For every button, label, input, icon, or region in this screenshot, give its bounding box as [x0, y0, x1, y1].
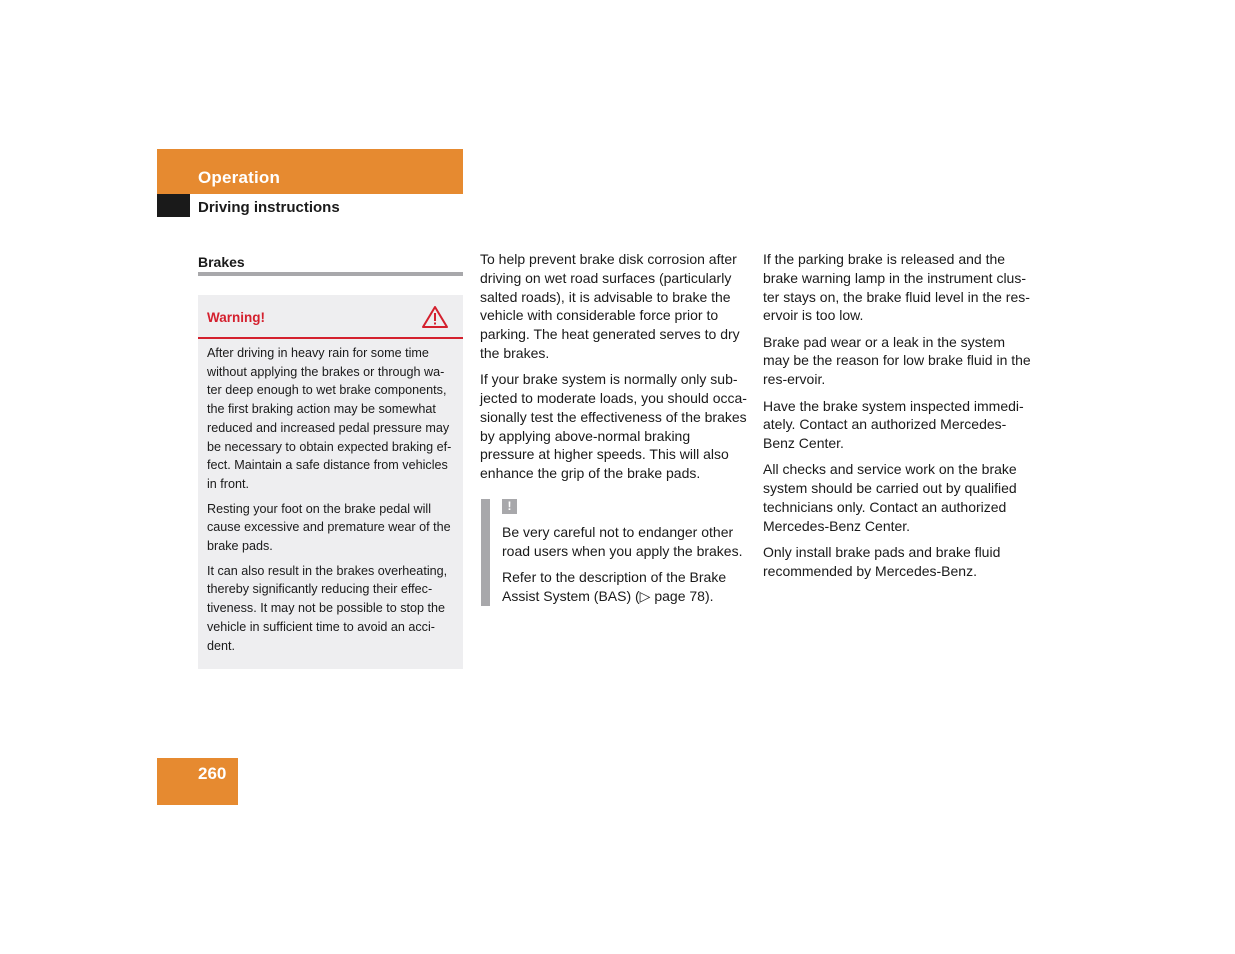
- column-right: [763, 250, 1033, 588]
- warning-label: Warning!: [207, 310, 265, 325]
- body-paragraph: If the parking brake is released and the brake warning lamp in the instrument clus-ter stays on, the brake fluid level in the res-ervoir is too low.: [763, 251, 1030, 324]
- subsection-title: Driving instructions: [198, 199, 340, 216]
- page-number: 260: [198, 764, 227, 783]
- note-paragraph: Be very careful not to endanger other road users when you apply the brakes.: [502, 524, 743, 559]
- body-paragraph: Only install brake pads and brake fluid recommended by Mercedes-Benz.: [763, 544, 1001, 579]
- section-tab-marker: [157, 194, 190, 217]
- note-paragraph: Refer to the description of the Brake Assist System (BAS) (▷ page 78).: [502, 569, 727, 604]
- column-left: [198, 250, 463, 669]
- page-number-box: [157, 758, 238, 805]
- section-header-bar: [157, 149, 463, 194]
- warning-paragraph: Resting your foot on the brake pedal will cause excessive and premature wear of the brake pads.: [207, 501, 451, 554]
- topic-heading: Brakes: [198, 250, 463, 276]
- note-side-bar: [481, 499, 490, 606]
- body-paragraph: To help prevent brake disk corrosion after driving on wet road surfaces (particularly salted roads), it is advisable to brake the vehicle with considerable force prior to parking. The heat generated serves to dry the brakes.: [480, 251, 740, 361]
- warning-body: [198, 339, 463, 669]
- note-box: [480, 499, 748, 606]
- body-paragraph: Have the brake system inspected immedi-ately. Contact an authorized Mercedes-Benz Center.: [763, 397, 1024, 452]
- warning-box: [198, 295, 463, 669]
- body-paragraph: Brake pad wear or a leak in the system may be the reason for low brake fluid in the res-ervoir.: [763, 333, 1031, 388]
- warning-paragraph: After driving in heavy rain for some time without applying the brakes or through wa-ter deep enough to wet brake components, the first braking action may be somewhat reduced and increased pedal pressure may be necessary to obtain expected braking ef-fect. Maintain a safe distance from vehicles in front.: [207, 346, 452, 491]
- warning-header: [198, 295, 463, 339]
- warning-paragraph: It can also result in the brakes overheating, thereby significantly reducing their effec-tiveness. It may not be possible to stop the vehicle in sufficient time to avoid an acci-dent.: [207, 563, 448, 653]
- body-paragraph: All checks and service work on the brake system should be carried out by qualified technicians only. Contact an authorized Mercedes-Benz Center.: [763, 461, 1017, 534]
- exclamation-note-icon: !: [502, 499, 517, 514]
- body-paragraph: If your brake system is normally only sub-jected to moderate loads, you should occa-sionally test the effectiveness of the brakes by applying above-normal braking pressure at higher speeds. This will also enhance the grip of the brake pads.: [480, 371, 747, 482]
- warning-triangle-icon: [421, 305, 449, 329]
- column-middle: [480, 250, 748, 613]
- section-title: Operation: [198, 168, 281, 187]
